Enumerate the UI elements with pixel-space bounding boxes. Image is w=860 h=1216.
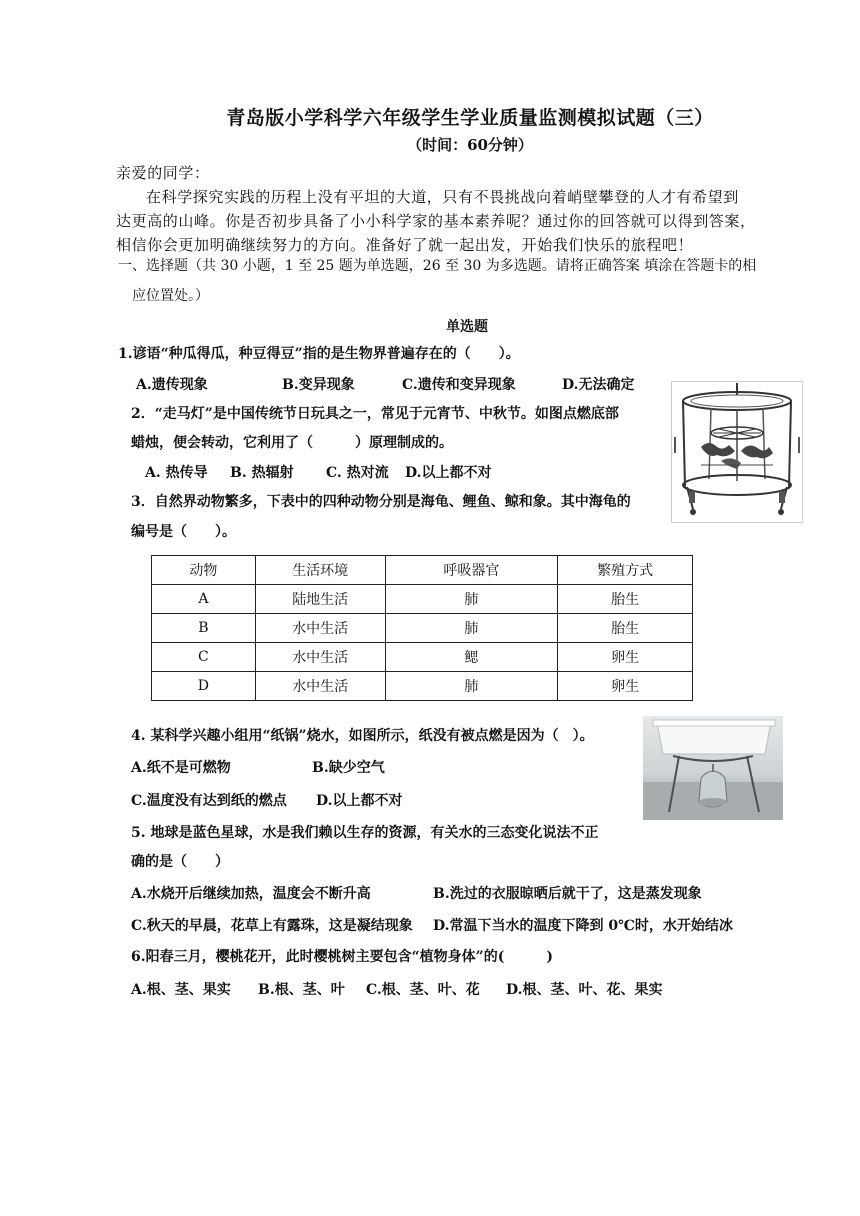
table-row xyxy=(152,643,693,672)
table-header-reproduction: 繁殖方式 xyxy=(558,556,693,585)
q6-option-c: C.根、茎、叶、花 xyxy=(366,982,480,998)
intro-line-1: 在科学探究实践的历程上没有平坦的大道，只有不畏挑战向着峭壁攀登的人才有希望到 xyxy=(146,188,739,206)
table-cell: 卵生 xyxy=(558,672,693,701)
q4-option-b: B.缺少空气 xyxy=(312,760,385,776)
q1-stem: 1.谚语“种瓜得瓜，种豆得豆”指的是生物界普遍存在的（ ）。 xyxy=(118,346,520,362)
intro-line-2: 达更高的山峰。你是否初步具备了小小科学家的基本素养呢？通过你的回答就可以得到答案， xyxy=(116,212,756,230)
q5-option-c: C.秋天的早晨，花草上有露珠，这是凝结现象 xyxy=(131,918,413,934)
exam-title: 青岛版小学科学六年级学生学业质量监测模拟试题（三） xyxy=(226,107,714,129)
q2-option-d: D.以上都不对 xyxy=(405,465,492,481)
table-header-row xyxy=(152,556,693,585)
table-row xyxy=(152,585,693,614)
table-cell: 肺 xyxy=(385,585,558,614)
intro-line-3: 相信你会更加明确继续努力的方向。准备好了就一起出发，开始我们快乐的旅程吧！ xyxy=(116,236,694,254)
table-cell: 陆地生活 xyxy=(255,585,385,614)
table-cell: C xyxy=(152,643,256,672)
q1-option-b: B.变异现象 xyxy=(282,377,355,393)
table-cell: 胎生 xyxy=(558,585,693,614)
paper-pot-image xyxy=(643,716,783,820)
q3-stem-line-1: 3．自然界动物繁多，下表中的四种动物分别是海龟、鲤鱼、鲸和象。其中海龟的 xyxy=(131,494,631,510)
q5-option-a: A.水烧开后继续加热，温度会不断升高 xyxy=(131,886,371,902)
q4-stem: 4. 某科学兴趣小组用“纸锅”烧水，如图所示，纸没有被点燃是因为（ ）。 xyxy=(131,728,594,744)
section-heading-line-2: 应位置处。） xyxy=(132,288,209,304)
animal-traits-table xyxy=(151,555,693,701)
q5-stem-line-2: 确的是（ ） xyxy=(131,854,229,870)
q5-option-d: D.常温下当水的温度下降到 0℃时，水开始结冰 xyxy=(433,918,733,934)
table-cell: 胎生 xyxy=(558,614,693,643)
table-cell: 水中生活 xyxy=(255,672,385,701)
q5-option-b: B.洗过的衣服晾晒后就干了，这是蒸发现象 xyxy=(433,886,702,902)
table-cell: 肺 xyxy=(385,672,558,701)
q6-option-a: A.根、茎、果实 xyxy=(131,982,231,998)
table-cell: A xyxy=(152,585,256,614)
exam-time-limit: （时间：60分钟） xyxy=(407,136,533,154)
revolving-lantern-image xyxy=(671,381,803,523)
table-row xyxy=(152,614,693,643)
table-cell: 水中生活 xyxy=(255,614,385,643)
section-heading-line-1: 一、选择题（共 30 小题，1 至 25 题为单选题，26 至 30 为多选题。请将正确答案 填涂在答题卡的相 xyxy=(118,258,757,274)
table-cell: 卵生 xyxy=(558,643,693,672)
table-cell: B xyxy=(152,614,256,643)
table-cell: 水中生活 xyxy=(255,643,385,672)
table-cell: 肺 xyxy=(385,614,558,643)
q4-option-a: A.纸不是可燃物 xyxy=(131,760,231,776)
q6-option-b: B.根、茎、叶 xyxy=(258,982,345,998)
q1-option-d: D.无法确定 xyxy=(562,377,635,393)
table-header-respiratory-organ: 呼吸器官 xyxy=(385,556,558,585)
table-row xyxy=(152,672,693,701)
q2-stem-line-2: 蜡烛，便会转动，它利用了（ ）原理制成的。 xyxy=(131,435,453,451)
table-header-animal: 动物 xyxy=(152,556,256,585)
q4-option-d: D.以上都不对 xyxy=(316,793,403,809)
q6-stem: 6.阳春三月，樱桃花开，此时樱桃树主要包含“植物身体”的( ) xyxy=(131,949,553,965)
q2-option-a: A. 热传导 xyxy=(145,465,208,481)
q3-stem-line-2: 编号是（ ）。 xyxy=(131,524,236,540)
table-cell: 鳃 xyxy=(385,643,558,672)
greeting: 亲爱的同学： xyxy=(116,164,210,182)
q1-option-a: A.遗传现象 xyxy=(136,377,208,393)
q4-option-c: C.温度没有达到纸的燃点 xyxy=(131,793,287,809)
q1-option-c: C.遗传和变异现象 xyxy=(402,377,516,393)
table-cell: D xyxy=(152,672,256,701)
q5-stem-line-1: 5. 地球是蓝色星球，水是我们赖以生存的资源，有关水的三态变化说法不正 xyxy=(131,825,599,841)
q2-stem-line-1: 2．“走马灯”是中国传统节日玩具之一，常见于元宵节、中秋节。如图点燃底部 xyxy=(131,406,619,422)
q2-option-b: B. 热辐射 xyxy=(230,465,294,481)
table-header-habitat: 生活环境 xyxy=(255,556,385,585)
q2-option-c: C. 热对流 xyxy=(326,465,389,481)
single-choice-heading: 单选题 xyxy=(446,319,488,335)
q6-option-d: D.根、茎、叶、花、果实 xyxy=(506,982,663,998)
